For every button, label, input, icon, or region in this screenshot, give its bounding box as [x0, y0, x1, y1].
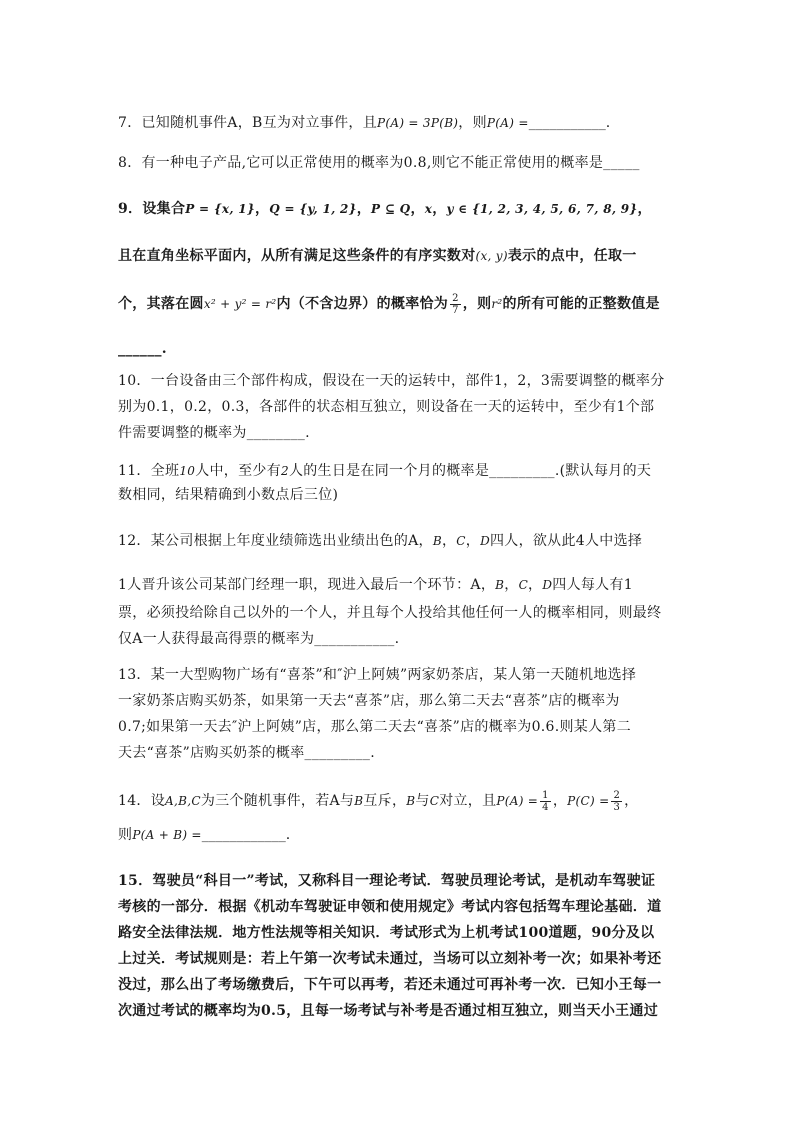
answer-blank: ___________.: [528, 115, 611, 131]
question-9-line-2: 且在直角坐标平面内，从所有满足这些条件的有序实数对(x, y)表示的点中，任取一: [118, 248, 637, 264]
question-14-line-2: 则P(A + B) =____________.: [118, 827, 291, 843]
question-15-line-4: 上过关．考试规则是：若上午第一次考试未通过，当场可以立刻补考一次；如果补考还: [118, 951, 662, 967]
question-13-line-3: 0.7;如果第一天去″沪上阿姨”店，那么第二天去“喜茶”店的概率为0.6.则某人第二: [118, 719, 631, 735]
question-12-line-3: 票，必须投给除自己以外的一个人，并且每个人投给其他任何一人的概率相同，则最终: [118, 605, 662, 621]
question-15-line-6: 次通过考试的概率均为0.5，且每一场考试与补考是否通过相互独立，则当天小王通过: [118, 1003, 659, 1019]
fraction-2-7: $\frac{2}{7}$: [452, 292, 459, 316]
fraction-2-3: $\frac{2}{3}$: [613, 789, 621, 813]
question-12-line-1: 12．某公司根据上年度业绩筛选出业绩出色的A，B，C，D四人，欲从此4人中选择: [118, 533, 643, 549]
question-10-line-1: 10．一台设备由三个部件构成，假设在一天的运转中，部件1，2，3需要调整的概率分: [118, 373, 665, 389]
question-8: 8．有一种电子产品,它可以正常使用的概率为0.8,则它不能正常使用的概率是_____: [118, 155, 640, 171]
question-13-line-1: 13．某一大型购物广场有“喜茶”和″沪上阿姨”两家奶茶店，某人第一天随机地选择: [118, 667, 637, 683]
question-10-line-2: 别为0.1，0.2，0.3，各部件的状态相互独立，则设备在一天的运转中，至少有1个部: [118, 399, 655, 415]
question-11-line-1: 11．全班10人中，至少有2人的生日是在同一个月的概率是_________.(默认每月的天: [118, 463, 652, 479]
question-9-line-1: 9．设集合P = {x, 1}，Q = {y, 1, 2}，P ⊆ Q，x，y ∈ {1, 2, 3, 4, 5, 6, 7, 8, 9}，: [118, 201, 652, 217]
question-13-line-2: 一家奶茶店购买奶茶，如果第一天去“喜茶”店，那么第二天去“喜茶”店的概率为: [118, 693, 620, 709]
question-15-line-1: 15．驾驶员“科目一”考试，又称科目一理论考试．驾驶员理论考试，是机动车驾驶证: [118, 873, 656, 889]
question-9-line-4: ______.: [118, 341, 167, 357]
question-9-line-3: 个，其落在圆x² + y² = r²内（不含边界）的概率恰为 $\frac{2}{7}$ ，则r²的所有可能的正整数值是: [118, 292, 660, 316]
question-7: 7．已知随机事件A，B互为对立事件，且P(A) = 3P(B)，则P(A) =___________.: [118, 115, 611, 131]
answer-blank: ____________.: [201, 827, 291, 843]
question-12-line-4: 仅A一人获得最高得票的概率为___________.: [118, 631, 400, 647]
question-11-line-2: 数相同，结果精确到小数点后三位): [118, 487, 339, 503]
math-p-a: P(A) =: [486, 116, 529, 130]
question-15-line-5: 没过，那么出了考场缴费后，下午可以再考，若还未通过可再补考一次．已知小王每一: [118, 977, 662, 993]
question-12-line-2: 1人晋升该公司某部门经理一职，现进入最后一个环节：A，B，C，D四人每人有1: [118, 577, 633, 593]
math-p-a-eq-3p-b: P(A) = 3P(B): [377, 116, 459, 130]
question-14-line-1: 14．设A,B,C为三个随机事件，若A与B互斥，B与C对立，且P(A) = $\frac{1}{4}$ ，P(C) = $\frac{2}{3}$ ，: [118, 789, 639, 813]
question-13-line-4: 天去“喜茶”店购买奶茶的概率_________.: [118, 745, 375, 761]
question-15-line-2: 考核的一部分．根据《机动车驾驶证申领和使用规定》考试内容包括驾车理论基础．道: [118, 899, 662, 915]
question-15-line-3: 路安全法律法规．地方性法规等相关知识．考试形式为上机考试100道题，90分及以: [118, 925, 655, 941]
question-10-line-3: 件需要调整的概率为________.: [118, 425, 310, 441]
fraction-1-4: $\frac{1}{4}$: [542, 789, 549, 813]
